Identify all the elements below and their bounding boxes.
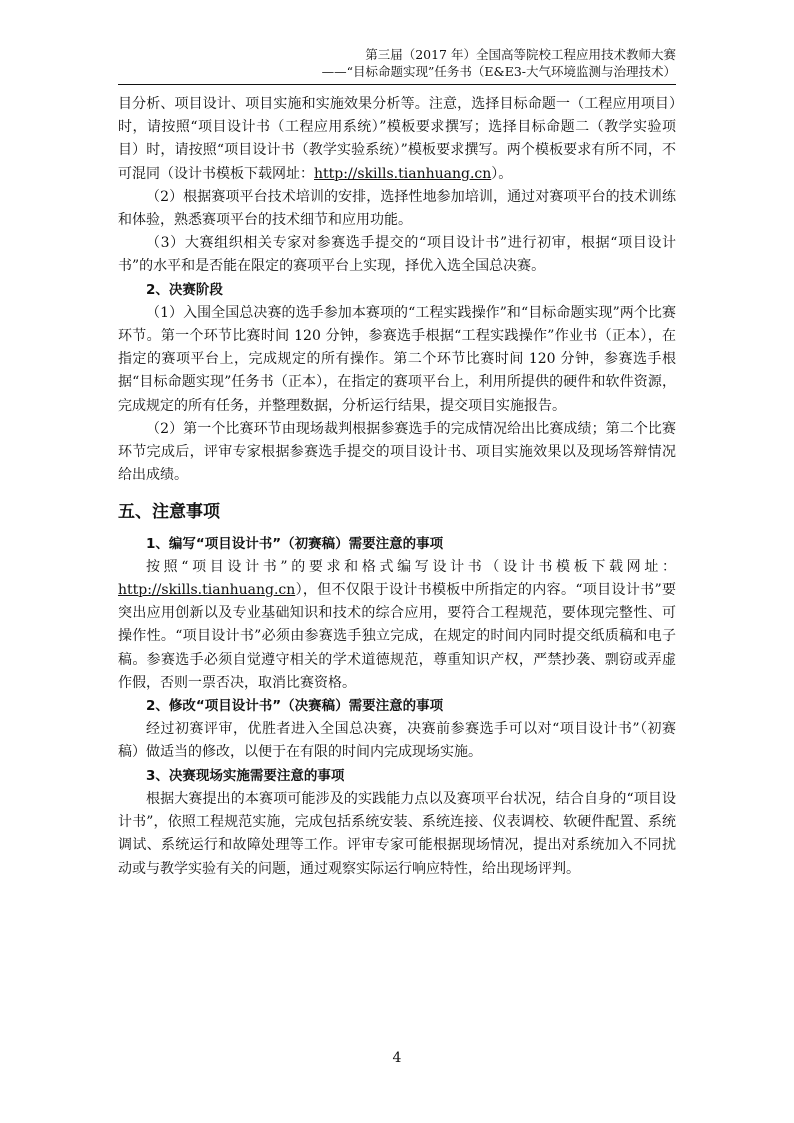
section-heading-notes: 五、注意事项 [118, 502, 220, 523]
subheading-writing-design: 1、编写“项目设计书”（初赛稿）需要注意的事项 [146, 535, 444, 552]
subheading-onsite: 3、决赛现场实施需要注意的事项 [146, 767, 345, 784]
subheading-final-stage: 2、决赛阶段 [146, 281, 223, 298]
page-header [118, 46, 676, 80]
paragraph-preliminary-review: （3）大赛组织相关专家对参赛选手提交的“项目设计书”进行初审，根据“项目设计书”的水平和是否能在限定的赛项平台上实现，择优入选全国总决赛。 [118, 235, 676, 275]
paragraph-template-note [118, 93, 676, 186]
paragraph-text: 按照“项目设计书”的要求和格式编写设计书（设计书模板下载网址： [146, 558, 676, 575]
subheading-revising-design: 2、修改“项目设计书”（决赛稿）需要注意的事项 [146, 698, 444, 715]
paragraph-revising-design: 经过初赛评审，优胜者进入全国总决赛，决赛前参赛选手可以对“项目设计书”（初赛稿）做适当的修改，以便于在有限的时间内完成现场实施。 [118, 721, 676, 761]
paragraph-text: 目分析、项目设计、项目实施和实施效果分析等。注意，选择目标命题一（工程应用项目）时，请按照“项目设计书（工程应用系统）”模板要求撰写；选择目标命题二（教学实验项目）时，请按照“项目设计书（教学实验系统）”模板要求撰写。两个模板要求有所不同，不可混同（设计书模板下载网址： [118, 96, 676, 182]
paragraph-text: ），但不仅限于设计书模板中所指定的内容。“项目设计书”要突出应用创新以及专业基础知识和技术的综合应用，要符合工程规范，要体现完整性、可操作性。“项目设计书”必须由参赛选手独立完成，在规定的时间内同时提交纸质稿和电子稿。参赛选手必须自觉遵守相关的学术道德规范，尊重知识产权，严禁抄袭、剽窃或弄虚作假，否则一票否决，取消比赛资格。 [118, 582, 676, 691]
paragraph-text: ）。 [491, 165, 513, 182]
paragraph-scoring: （2）第一个比赛环节由现场裁判根据参赛选手的完成情况给出比赛成绩；第二个比赛环节完成后，评审专家根据参赛选手提交的项目设计书、项目实施效果以及现场答辩情况给出成绩。 [118, 420, 676, 484]
paragraph-training: （2）根据赛项平台技术培训的安排，选择性地参加培训，通过对赛项平台的技术训练和体验，熟悉赛项平台的技术细节和应用功能。 [118, 188, 676, 229]
paragraph-onsite: 根据大赛提出的本赛项可能涉及的实践能力点以及赛项平台状况，结合自身的“项目设计书”，依照工程规范实施，完成包括系统安装、系统连接、仪表调校、软硬件配置、系统调试、系统运行和故障处理等工作。评审专家可能根据现场情况，提出对系统加入不同扰动或与教学实验有关的问题，通过观察实际运行响应特性，给出现场评判。 [118, 790, 676, 877]
template-download-link[interactable]: http://skills.tianhuang.cn [314, 165, 492, 182]
template-download-link[interactable]: http://skills.tianhuang.cn [118, 582, 296, 599]
page-number: 4 [392, 1050, 402, 1066]
document-body [118, 93, 676, 881]
paragraph-writing-design [118, 556, 676, 695]
header-divider [118, 84, 676, 85]
header-subtitle: ——“目标命题实现”任务书（E&E3-大气环境监测与治理技术） [321, 64, 676, 79]
paragraph-final-sessions: （1）入围全国总决赛的选手参加本赛项的“工程实践操作”和“目标命题实现”两个比赛环节。第一个环节比赛时间 120 分钟，参赛选手根据“工程实践操作”作业书（正本），在指定的赛项平台上，完成规定的所有操作。第二个环节比赛时间 120 分钟，参赛选手根据“目标命题实现”任务书（正本），在指定的赛项平台上，利用所提供的硬件和软件资源，完成规定的所有任务，并整理数据，分析运行结果，提交项目实施报告。 [118, 304, 676, 414]
header-title: 第三届（2017 年）全国高等院校工程应用技术教师大赛 [365, 47, 676, 62]
